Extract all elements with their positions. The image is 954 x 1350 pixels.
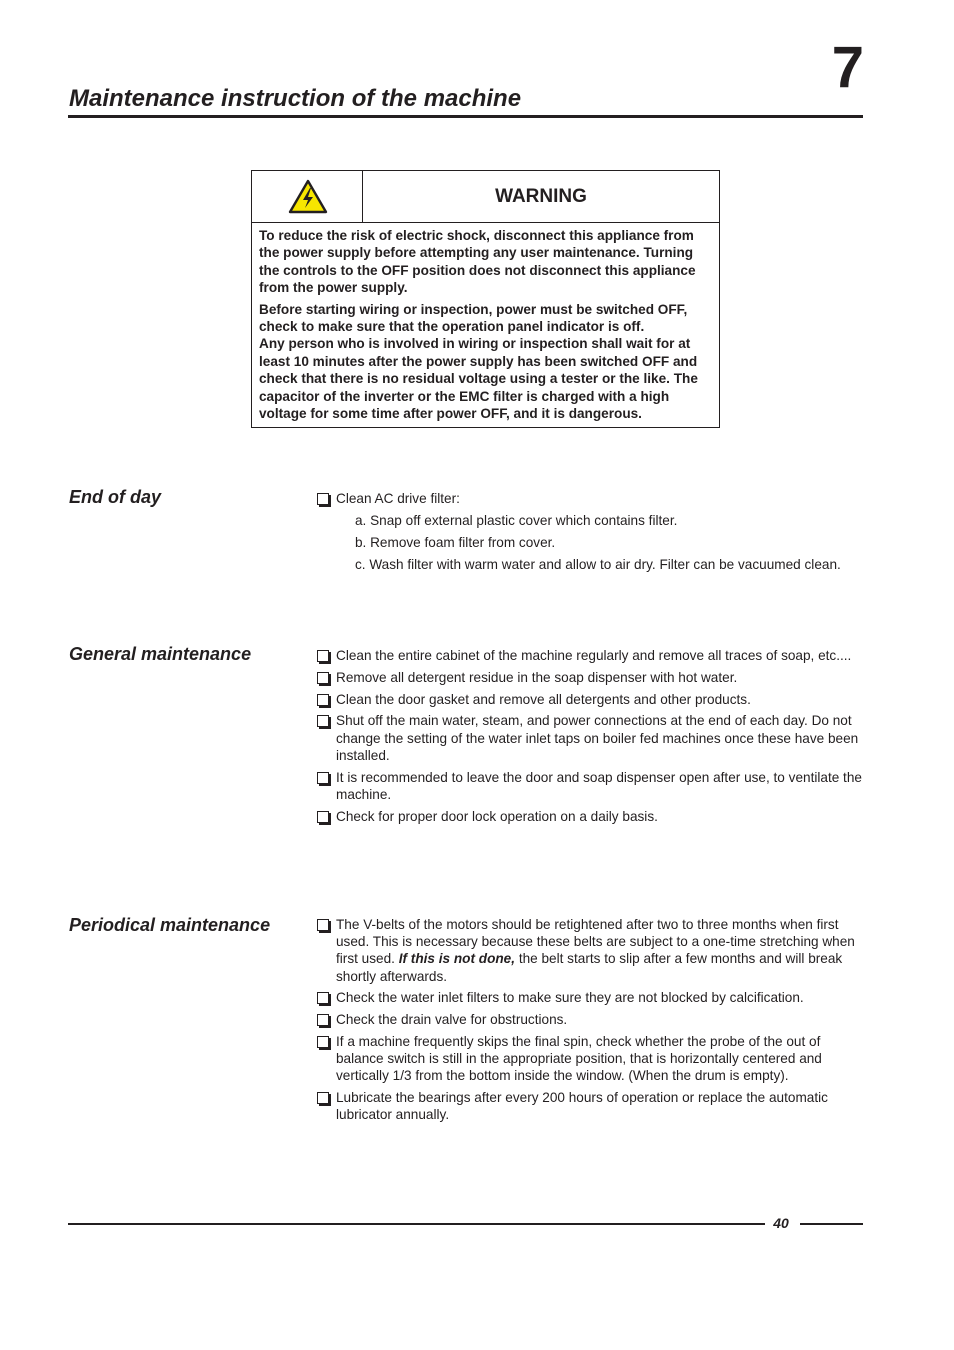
list-item <box>317 769 862 803</box>
list-item-text: Shut off the main water, steam, and power connections at the end of each day. Do not change the setting of the water inlet taps on boiler fed machines once these have been installed. <box>336 713 859 763</box>
warning-paragraph: To reduce the risk of electric shock, disconnect this appliance from the power supply before attempting any user maintenance. Turning the controls to the OFF position does not disconnect this appliance from the power supply. <box>259 228 696 296</box>
list-item-text: Clean the entire cabinet of the machine regularly and remove all traces of soap, etc.... <box>336 648 852 663</box>
list-item <box>317 916 862 985</box>
checkbox-icon <box>317 715 329 727</box>
checkbox-icon <box>317 772 329 784</box>
list-item <box>317 669 862 686</box>
page-title: Maintenance instruction of the machine <box>69 85 522 112</box>
checkbox-icon <box>317 694 329 706</box>
page-number: 40 <box>773 1215 789 1231</box>
checkbox-icon <box>317 1092 329 1104</box>
checkbox-icon <box>317 493 329 505</box>
warning-box <box>251 170 720 428</box>
list-item-text: Check for proper door lock operation on a daily basis. <box>336 808 658 824</box>
list-item <box>317 1033 862 1085</box>
warning-icon-cell <box>252 171 363 222</box>
sub-step: c. Wash filter with warm water and allow to air dry. Filter can be vacuumed clean. <box>355 557 841 572</box>
warning-title: WARNING <box>495 186 587 207</box>
list-item-text: Remove all detergent residue in the soap dispenser with hot water. <box>336 669 738 685</box>
list-item <box>317 691 862 708</box>
list-item-text: Check the drain valve for obstructions. <box>336 1012 568 1028</box>
checkbox-icon <box>317 992 329 1004</box>
chapter-number: 7 <box>831 35 864 100</box>
warning-text <box>259 227 715 426</box>
title-rule <box>68 115 863 118</box>
sub-step: b. Remove foam filter from cover. <box>355 535 556 550</box>
list-item-text: Clean AC drive filter: <box>336 491 460 506</box>
list-item <box>317 1089 862 1123</box>
list-item-text: The V-belts of the motors should be retightened after two to three months when first used. This is necessary because these belts are subject to a one-time stretching when first used. <box>336 917 855 967</box>
high-voltage-warning-icon <box>288 179 328 215</box>
list-item-text: Clean the door gasket and remove all detergents and other products. <box>336 691 751 707</box>
list-item <box>317 1011 862 1028</box>
section-title-end-of-day: End of day <box>69 487 162 507</box>
list-item-text: the belt starts to slip after a few months and will break shortly afterwards. <box>336 951 843 984</box>
warning-paragraph: Before starting wiring or inspection, power must be switched OFF, check to make sure that the operation panel indicator is off. <box>259 301 688 335</box>
footer-rule <box>68 1223 765 1225</box>
list-item <box>317 712 862 764</box>
footer-rule <box>800 1223 863 1225</box>
checkbox-icon <box>317 1036 329 1048</box>
checkbox-icon <box>317 650 329 662</box>
checkbox-icon <box>317 672 329 684</box>
list-item <box>317 490 862 573</box>
list-item-text: It is recommended to leave the door and soap dispenser open after use, to ventilate the machine. <box>336 769 862 802</box>
list-item-text: If a machine frequently skips the final spin, check whether the probe of the out of balance switch is still in the appropriate position, that is horizontally centered and vertically 1/3 from the bottom inside the window. (When the drum is empty). <box>336 1034 822 1084</box>
emphasis-text: If this is not done, <box>398 951 516 967</box>
periodical-list <box>317 916 862 1128</box>
checkbox-icon <box>317 919 329 931</box>
list-item <box>317 647 862 664</box>
sub-step: a. Snap off external plastic cover which contains filter. <box>355 513 678 528</box>
checkbox-icon <box>317 811 329 823</box>
list-item <box>317 808 862 825</box>
warning-paragraph: Any person who is involved in wiring or inspection shall wait for at least 10 minutes after the power supply has been switched OFF and check that there is no residual voltage using a tester or the like. The capacitor of the inverter or the EMC filter is charged with a high voltage for some time after power OFF, and it is dangerous. <box>259 336 698 422</box>
checkbox-icon <box>317 1014 329 1026</box>
list-item-text: Check the water inlet filters to make sure they are not blocked by calcification. <box>336 990 804 1006</box>
list-item <box>317 989 862 1006</box>
list-item-text: Lubricate the bearings after every 200 hours of operation or replace the automatic lubricator annually. <box>336 1090 828 1123</box>
general-list <box>317 647 862 829</box>
end-of-day-list <box>317 490 862 578</box>
section-title-general: General maintenance <box>69 644 252 664</box>
section-title-periodical: Periodical maintenance <box>69 915 271 935</box>
warning-header <box>252 171 719 223</box>
